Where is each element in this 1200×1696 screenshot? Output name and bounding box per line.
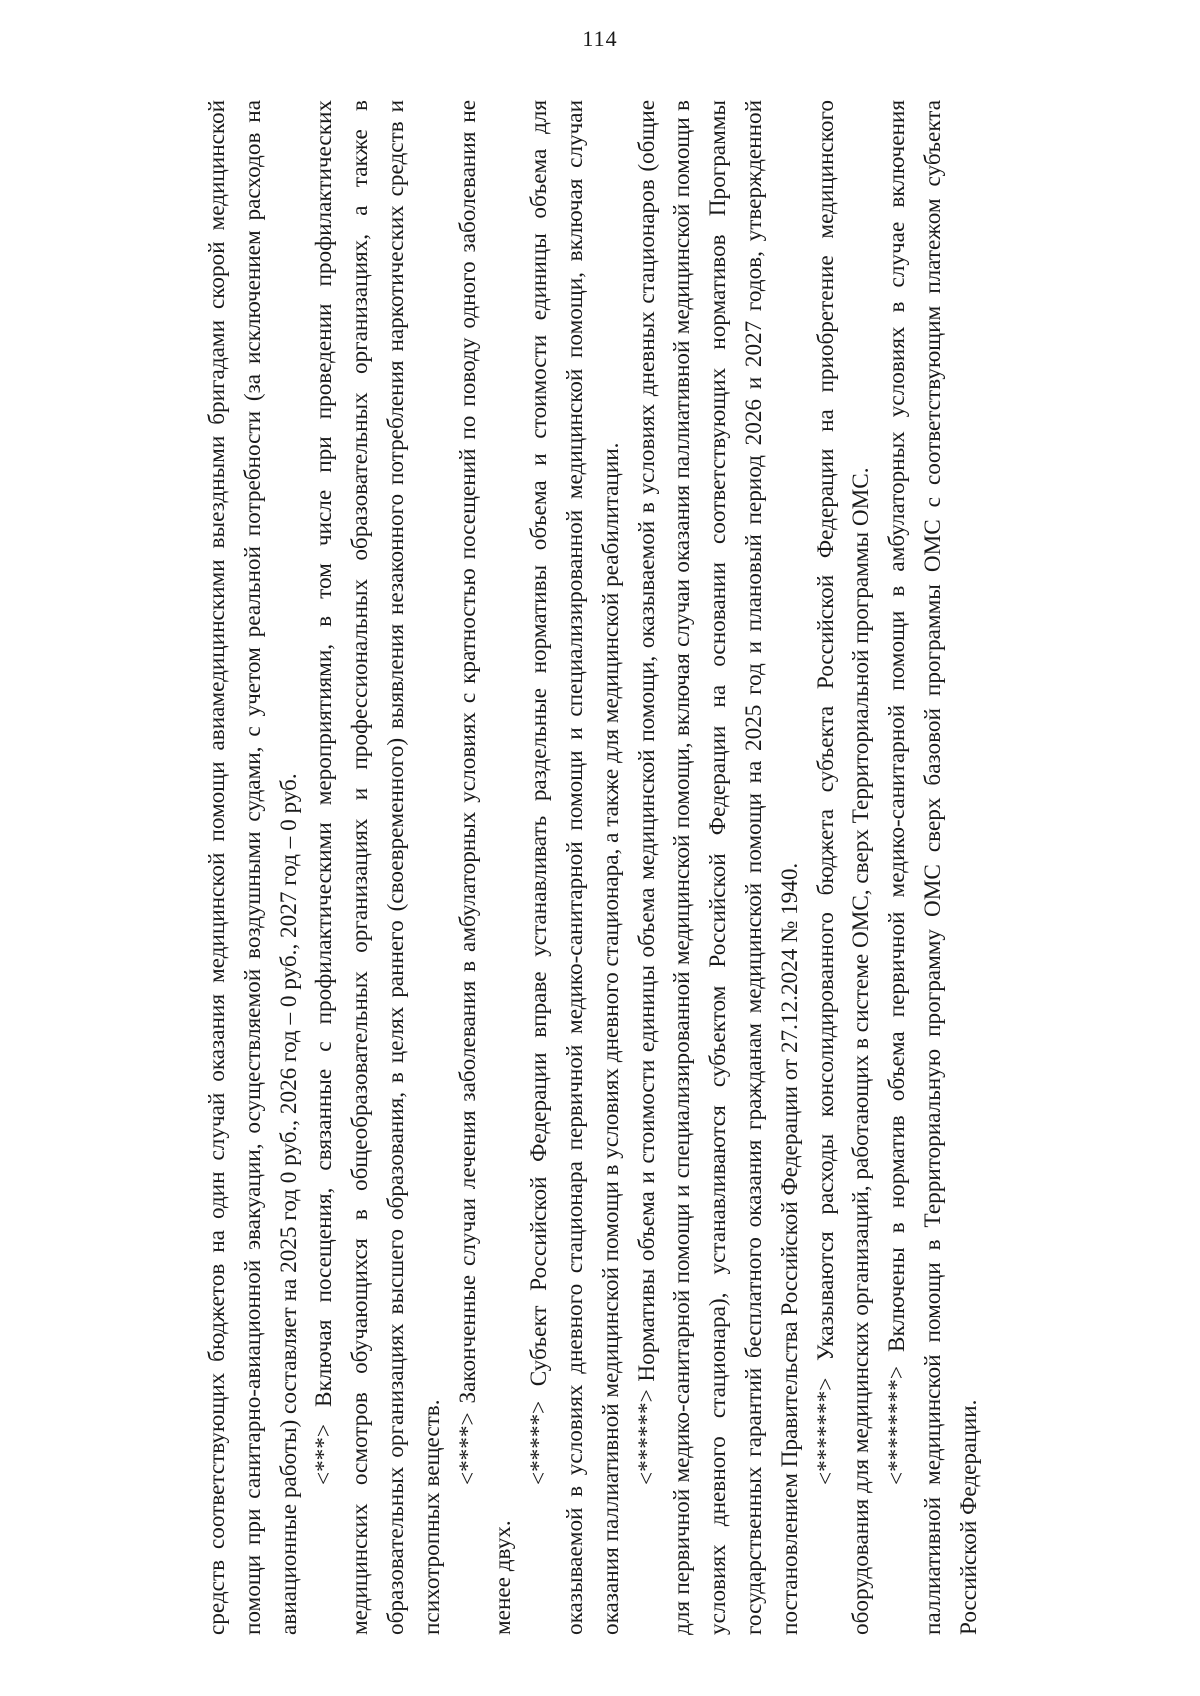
footnote-4: <****> Законченные случаи лечения заболевания в амбулаторных условиях с кратностью посещений по поводу одного заболевания не менее двух.	[454, 100, 517, 1635]
page-number: 114	[582, 26, 618, 51]
footnote-6: <******> Нормативы объема и стоимости единицы объема медицинской помощи, оказываемой в условиях дневных стационаров (общие для первичной медико-санитарной помощи и специализированной медицинской помощи, включая случаи оказания паллиативной медицинской помощи в условиях дневного стационара), устанавливаются субъектом Российской Федерации на основании соответствующих нормативов Программы государственных гарантий бесплатного оказания гражданам медицинской помощи на 2025 год и плановый период 2026 и 2027 годов, утвержденной постановлением Правительства Российской Федерации от 27.12.2024 № 1940.	[633, 100, 803, 1635]
rotated-page-body	[200, 100, 988, 1635]
document-body	[200, 100, 988, 1635]
footnote-7: <*******> Указываются расходы консолидированного бюджета субъекта Российской Федерации на приобретение медицинского оборудования для медицинских организаций, работающих в системе ОМС, сверх Территориальной программы ОМС.	[812, 100, 875, 1635]
paragraph-intro: средств соответствующих бюджетов на один случай оказания медицинской помощи авиамедицинскими выездными бригадами скорой медицинской помощи при санитарно-авиационной эвакуации, осуществляемой воздушными судами, с учетом реальной потребности (за исключением расходов на авиационные работы) составляет на 2025 год 0 руб., 2026 год – 0 руб., 2027 год – 0 руб.	[204, 100, 302, 1635]
footnote-3: <***> Включая посещения, связанные с профилактическими мероприятиями, в том числе при проведении профилактических медицинских осмотров обучающихся в общеобразовательных организациях и профессиональных образовательных организациях, а также в образовательных организациях высшего образования, в целях раннего (своевременного) выявления незаконного потребления наркотических средств и психотропных веществ.	[311, 100, 445, 1635]
footnote-5: <*****> Субъект Российской Федерации вправе устанавливать раздельные нормативы объема и стоимости единицы объема для оказываемой в условиях дневного стационара первичной медико-санитарной помощи и специализированной медицинской помощи, включая случаи оказания паллиативной медицинской помощи в условиях дневного стационара, а также для медицинской реабилитации.	[526, 100, 624, 1635]
footnote-8: <********> Включены в норматив объема первичной медико-санитарной помощи в амбулаторных условиях в случае включения паллиативной медицинской помощи в Территориальную программу ОМС сверх базовой программы ОМС с соответствующим платежом субъекта Российской Федерации.	[884, 100, 982, 1635]
